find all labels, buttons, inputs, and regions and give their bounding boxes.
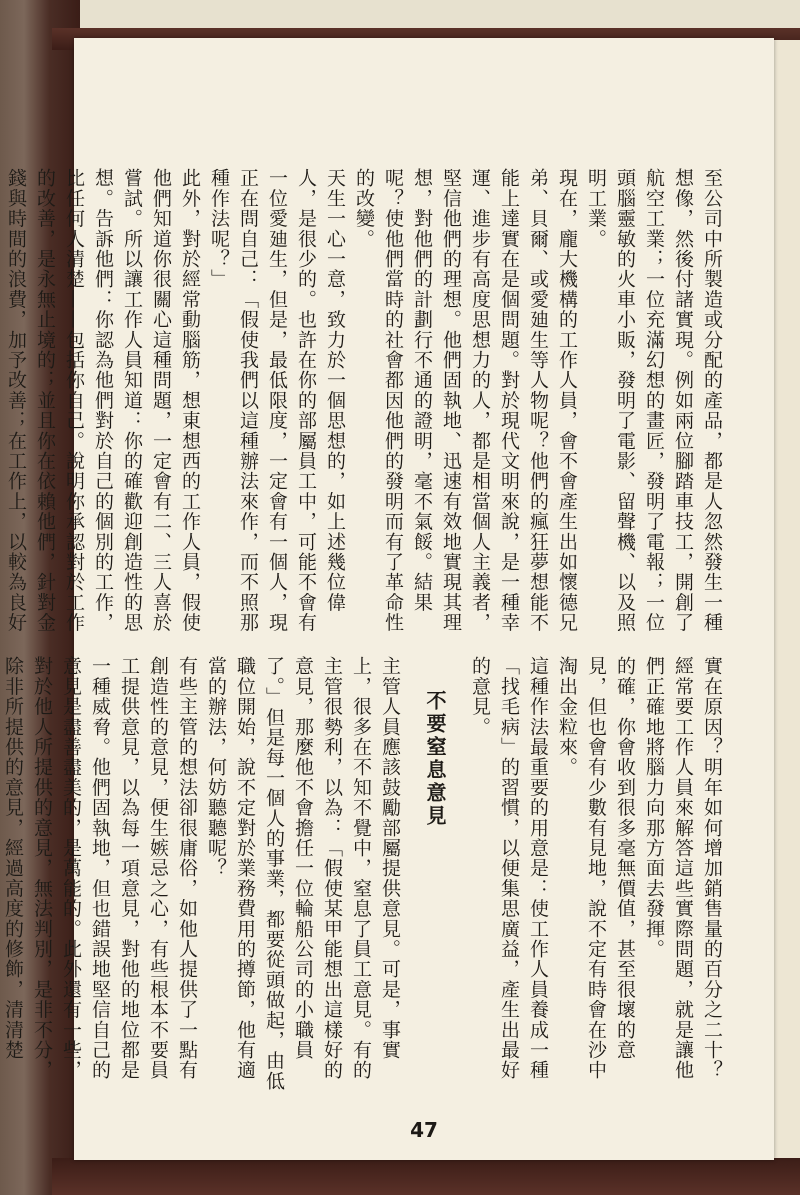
book-page — [2, 38, 774, 1160]
paragraph: 至公司中所製造或分配的產品，都是人忽然發生一種想像，然後付諸實現。例如兩位腳踏車技工，開創了航空工業；一位充滿幻想的畫匠，發明了電報；一位頭腦靈敏的火車小販，發明了電影、留聲機、以及照明工業。 — [585, 168, 723, 633]
paragraph: 這種作法最重要的用意是：使工作人員養成一種「找毛病」的習慣，以便集思廣益，產生出最好的意見。 — [469, 656, 549, 1081]
paragraph: 此外，對於經常動腦筋，想東想西的工作人員，假使他們知道你很關心這種問題，一定會有二、三人喜於嘗試。所以讓工作人員知道：你的確歡迎創造性的思想。告訴他們：你認為他們對於自己的個別的工作，比任何人清楚——包括你自己。說明你承認對於工作的改善，是永無止境的；並且你在依賴他們，針對金錢與時間的浪費，加予改善；在工作上，以較為良好 — [5, 168, 201, 633]
paragraph: 有些主管的想法卻很庸俗，如他人提供了一點有創造性的意見，便生嫉忌之心，有些根本不要員工提供意見，以為每一項意見，對他的地位都是一種威脅。他們固執地，但也錯誤地堅信自己的意見是盡善盡美的，是萬能的。此外還有一些，對於他人所提供的意見，無法判別，是非不分，除非所提供的意見，經過高度的修飾，清清楚 — [2, 656, 198, 1081]
top-text-block — [5, 168, 726, 638]
bleed-through-text — [774, 100, 798, 296]
paragraph: 的確，你會收到很多毫無價值，甚至很壞的意見，但也會有少數有見地，說不定有時會在沙中淘出金粒來。 — [556, 656, 636, 1081]
section-heading: 不要窒息意見 — [423, 690, 447, 828]
book-cover-bottom-edge — [52, 1158, 800, 1195]
paragraph: 天生一心一意，致力於一個思想的，如上述幾位偉人，是很少的。也許在你的部屬員工中，可能不會有一位愛廸生，但是，最低限度，一定會有一個人，現正在問自己：「假使我們以這種辦法來作，而不照那種作法呢？」 — [208, 168, 346, 633]
page-number: 47 — [410, 1118, 438, 1142]
bottom-text-block — [2, 656, 726, 1096]
paragraph: 主管人員應該鼓勵部屬提供意見。可是，事實上，很多在不知不覺中，窒息了員工意見。有的主管很勢利，以為：「假使某甲能想出這樣好的意見，那麼他不會擔任一位輪船公司的小職員了。」但是每一個人的事業，都要從頭做起，由低職位開始，說不定對於業務費用的撙節，他有適當的辦法，何妨聽聽呢？ — [205, 656, 401, 1091]
paragraph: 現在，龐大機構的工作人員，會不會產生出如懷德兄弟、貝爾、或愛廸生等人物呢？他們的瘋狂夢想能不能上達實在是個問題。對於現代文明來說，是一種幸運、進步有高度思想力的人，都是相當個人主義者，堅信他們的理想。他們固執地、迅速有效地實現其理想，對他們的計劃行不通的證明，毫不氣餒。結果呢？使他們當時的社會都因他們的發明而有了革命性的改變。 — [353, 168, 578, 633]
facing-page-edge — [774, 40, 800, 1158]
paragraph: 實在原因？明年如何增加銷售量的百分之二十？經常要工作人員來解答這些實際問題，就是讓他們正確地將腦力向那方面去發揮。 — [643, 656, 723, 1081]
